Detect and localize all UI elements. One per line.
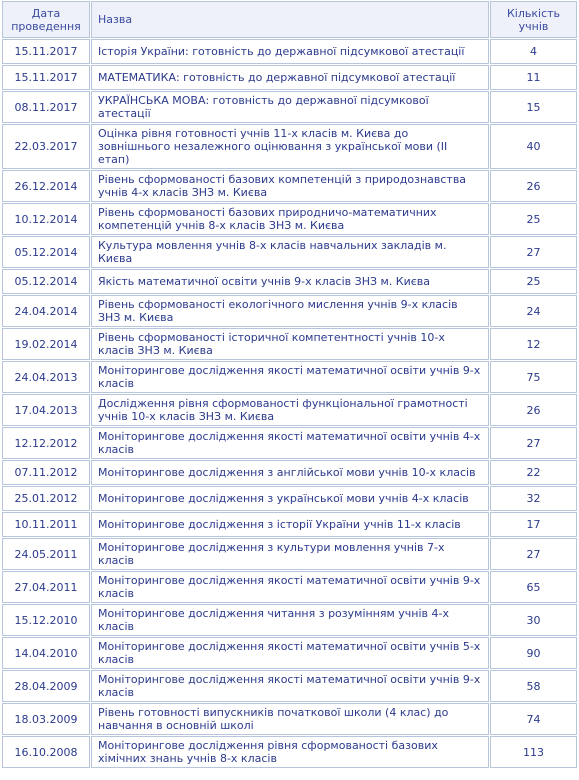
row-name: Культура мовлення учнів 8-х класів навчальних закладів м. Києва xyxy=(91,236,489,268)
row-date: 28.04.2009 xyxy=(2,670,90,702)
row-name: Моніторингове дослідження рівня сформованості базових хімічних знань учнів 8-х класів xyxy=(91,736,489,768)
table-row xyxy=(2,361,577,393)
row-name: МАТЕМАТИКА: готовність до державної підсумкової атестації xyxy=(91,65,489,90)
row-date: 24.05.2011 xyxy=(2,538,90,570)
row-date: 24.04.2013 xyxy=(2,361,90,393)
studies-table xyxy=(1,0,578,769)
row-date: 16.10.2008 xyxy=(2,736,90,768)
table-row xyxy=(2,269,577,294)
table-row xyxy=(2,512,577,537)
row-name: Моніторингове дослідження якості математичної освіти учнів 9-х класів xyxy=(91,361,489,393)
table-row xyxy=(2,295,577,327)
row-date: 27.04.2011 xyxy=(2,571,90,603)
row-name: Моніторингове дослідження з історії України учнів 11-х класів xyxy=(91,512,489,537)
table-row xyxy=(2,328,577,360)
row-name: Моніторингове дослідження якості математичної освіти учнів 4-х класів xyxy=(91,427,489,459)
row-date: 15.11.2017 xyxy=(2,65,90,90)
table-row xyxy=(2,91,577,123)
row-name: Історія України: готовність до державної підсумкової атестації xyxy=(91,39,489,64)
row-name: УКРАЇНСЬКА МОВА: готовність до державної підсумкової атестації xyxy=(91,91,489,123)
row-date: 10.12.2014 xyxy=(2,203,90,235)
row-count: 40 xyxy=(490,124,577,169)
row-name: Оцінка рівня готовності учнів 11-х класів м. Києва до зовнішнього незалежного оцінювання з української мови (II етап) xyxy=(91,124,489,169)
row-count: 4 xyxy=(490,39,577,64)
table-row xyxy=(2,203,577,235)
row-count: 12 xyxy=(490,328,577,360)
row-name: Моніторингове дослідження з культури мовлення учнів 7-х класів xyxy=(91,538,489,570)
row-date: 15.11.2017 xyxy=(2,39,90,64)
table-row xyxy=(2,460,577,485)
row-date: 26.12.2014 xyxy=(2,170,90,202)
row-date: 15.12.2010 xyxy=(2,604,90,636)
header-count: Кількість учнів xyxy=(490,1,577,38)
row-date: 14.04.2010 xyxy=(2,637,90,669)
row-name: Моніторингове дослідження з англійської мови учнів 10-х класів xyxy=(91,460,489,485)
row-count: 58 xyxy=(490,670,577,702)
row-date: 22.03.2017 xyxy=(2,124,90,169)
table-row xyxy=(2,571,577,603)
table-row xyxy=(2,124,577,169)
table-header-row xyxy=(2,1,577,38)
table-row xyxy=(2,637,577,669)
table-row xyxy=(2,39,577,64)
row-name: Моніторингове дослідження якості математичної освіти учнів 9-х класів xyxy=(91,571,489,603)
row-date: 17.04.2013 xyxy=(2,394,90,426)
row-count: 113 xyxy=(490,736,577,768)
row-date: 07.11.2012 xyxy=(2,460,90,485)
header-date: Дата проведення xyxy=(2,1,90,38)
row-date: 08.11.2017 xyxy=(2,91,90,123)
row-count: 24 xyxy=(490,295,577,327)
row-name: Рівень сформованості базових природничо-математичних компетенцій учнів 8-х класів ЗНЗ м. Києва xyxy=(91,203,489,235)
row-name: Моніторингове дослідження якості математичної освіти учнів 9-х класів xyxy=(91,670,489,702)
header-name: Назва xyxy=(91,1,489,38)
row-count: 22 xyxy=(490,460,577,485)
table-row xyxy=(2,170,577,202)
row-count: 17 xyxy=(490,512,577,537)
row-count: 27 xyxy=(490,236,577,268)
table-row xyxy=(2,394,577,426)
row-date: 19.02.2014 xyxy=(2,328,90,360)
row-date: 10.11.2011 xyxy=(2,512,90,537)
table-row xyxy=(2,703,577,735)
row-count: 27 xyxy=(490,427,577,459)
row-count: 65 xyxy=(490,571,577,603)
row-name: Рівень сформованості базових компетенцій з природознавства учнів 4-х класів ЗНЗ м. Києва xyxy=(91,170,489,202)
row-date: 24.04.2014 xyxy=(2,295,90,327)
table-row xyxy=(2,236,577,268)
row-name: Якість математичної освіти учнів 9-х класів ЗНЗ м. Києва xyxy=(91,269,489,294)
row-name: Моніторингове дослідження якості математичної освіти учнів 5-х класів xyxy=(91,637,489,669)
table-body xyxy=(2,39,577,768)
row-count: 32 xyxy=(490,486,577,511)
row-date: 05.12.2014 xyxy=(2,236,90,268)
row-name: Рівень сформованості історичної компетентності учнів 10-х класів ЗНЗ м. Києва xyxy=(91,328,489,360)
row-count: 26 xyxy=(490,394,577,426)
table-row xyxy=(2,670,577,702)
row-date: 25.01.2012 xyxy=(2,486,90,511)
row-count: 27 xyxy=(490,538,577,570)
row-date: 12.12.2012 xyxy=(2,427,90,459)
row-name: Моніторингове дослідження читання з розумінням учнів 4-х класів xyxy=(91,604,489,636)
row-date: 18.03.2009 xyxy=(2,703,90,735)
row-count: 25 xyxy=(490,203,577,235)
row-count: 15 xyxy=(490,91,577,123)
row-count: 30 xyxy=(490,604,577,636)
row-name: Моніторингове дослідження з української мови учнів 4-х класів xyxy=(91,486,489,511)
row-name: Рівень готовності випускників початкової школи (4 клас) до навчання в основній школі xyxy=(91,703,489,735)
row-count: 11 xyxy=(490,65,577,90)
table-row xyxy=(2,486,577,511)
table-row xyxy=(2,538,577,570)
row-count: 25 xyxy=(490,269,577,294)
row-count: 26 xyxy=(490,170,577,202)
row-date: 05.12.2014 xyxy=(2,269,90,294)
table-row xyxy=(2,736,577,768)
row-name: Рівень сформованості екологічного мислення учнів 9-х класів ЗНЗ м. Києва xyxy=(91,295,489,327)
row-count: 90 xyxy=(490,637,577,669)
table-row xyxy=(2,604,577,636)
row-count: 74 xyxy=(490,703,577,735)
table-row xyxy=(2,427,577,459)
table-row xyxy=(2,65,577,90)
row-count: 75 xyxy=(490,361,577,393)
row-name: Дослідження рівня сформованості функціональної грамотності учнів 10-х класів ЗНЗ м. Києва xyxy=(91,394,489,426)
